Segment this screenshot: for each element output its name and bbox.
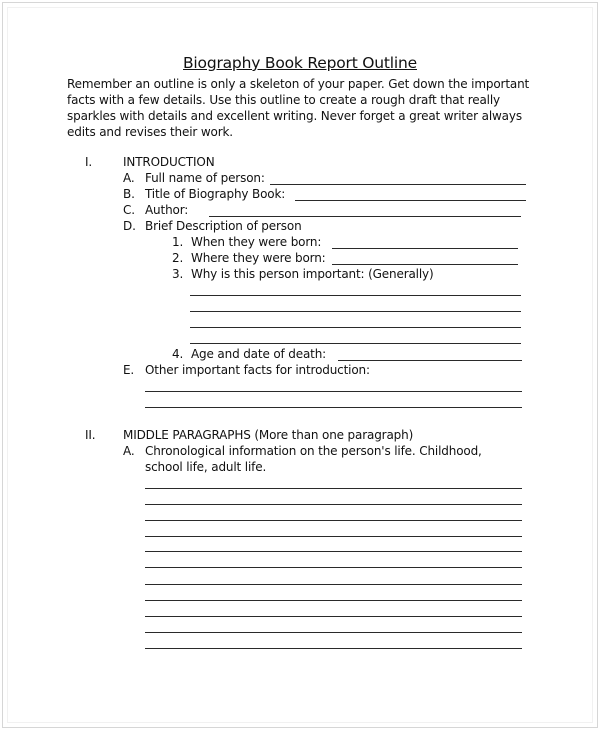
importance-blank-line[interactable]	[190, 311, 521, 312]
born-when-blank-line[interactable]	[332, 248, 518, 249]
section-2-heading: MIDDLE PARAGRAPHS (More than one paragraph)	[123, 428, 414, 442]
middle-paragraph-blank-line[interactable]	[145, 632, 522, 633]
item-d-letter: D.	[123, 219, 136, 233]
item-a-label: Full name of person:	[145, 171, 265, 185]
book-title-blank-line[interactable]	[295, 200, 526, 201]
middle-paragraph-blank-line[interactable]	[145, 536, 522, 537]
subitem-2-label: Where they were born:	[191, 251, 326, 265]
other-facts-blank-line[interactable]	[145, 407, 522, 408]
middle-paragraph-blank-line[interactable]	[145, 504, 522, 505]
section-1-heading: INTRODUCTION	[123, 155, 215, 169]
death-blank-line[interactable]	[338, 360, 522, 361]
subitem-3-label: Why is this person important: (Generally)	[191, 267, 434, 281]
middle-paragraph-blank-line[interactable]	[145, 567, 522, 568]
item-e-label: Other important facts for introduction:	[145, 363, 370, 377]
item-b-letter: B.	[123, 187, 135, 201]
middle-paragraph-blank-line[interactable]	[145, 600, 522, 601]
born-where-blank-line[interactable]	[332, 264, 518, 265]
author-blank-line[interactable]	[209, 216, 521, 217]
section-2-numeral: II.	[85, 428, 96, 442]
middle-paragraph-blank-line[interactable]	[145, 520, 522, 521]
middle-paragraph-blank-line[interactable]	[145, 616, 522, 617]
middle-paragraph-blank-line[interactable]	[145, 584, 522, 585]
item-d-label: Brief Description of person	[145, 219, 302, 233]
other-facts-blank-line[interactable]	[145, 391, 522, 392]
subitem-4-number: 4.	[172, 347, 184, 361]
full-name-blank-line[interactable]	[270, 184, 526, 185]
subitem-2-number: 2.	[172, 251, 184, 265]
subitem-1-label: When they were born:	[191, 235, 322, 249]
item-b-label: Title of Biography Book:	[145, 187, 286, 201]
section-2-item-a-label-line1: Chronological information on the person's life. Childhood,	[145, 444, 482, 458]
item-c-letter: C.	[123, 203, 135, 217]
document-title: Biography Book Report Outline	[183, 54, 417, 72]
section-1-numeral: I.	[85, 155, 93, 169]
middle-paragraph-blank-line[interactable]	[145, 551, 522, 552]
importance-blank-line[interactable]	[190, 343, 521, 344]
importance-blank-line[interactable]	[190, 295, 521, 296]
middle-paragraph-blank-line[interactable]	[145, 488, 522, 489]
item-a-letter: A.	[123, 171, 135, 185]
subitem-3-number: 3.	[172, 267, 184, 281]
item-c-label: Author:	[145, 203, 189, 217]
section-2-item-a-label-line2: school life, adult life.	[145, 460, 267, 474]
section-2-item-a-letter: A.	[123, 444, 135, 458]
importance-blank-line[interactable]	[190, 327, 521, 328]
subitem-4-label: Age and date of death:	[191, 347, 327, 361]
item-e-letter: E.	[123, 363, 135, 377]
subitem-1-number: 1.	[172, 235, 184, 249]
middle-paragraph-blank-line[interactable]	[145, 648, 522, 649]
intro-paragraph: Remember an outline is only a skeleton of your paper. Get down the important facts with a few details. Use this outline to create a rough draft that really sparkles with details and excellent writing. Never forget a great writer always edits and revises their work.	[67, 77, 530, 139]
